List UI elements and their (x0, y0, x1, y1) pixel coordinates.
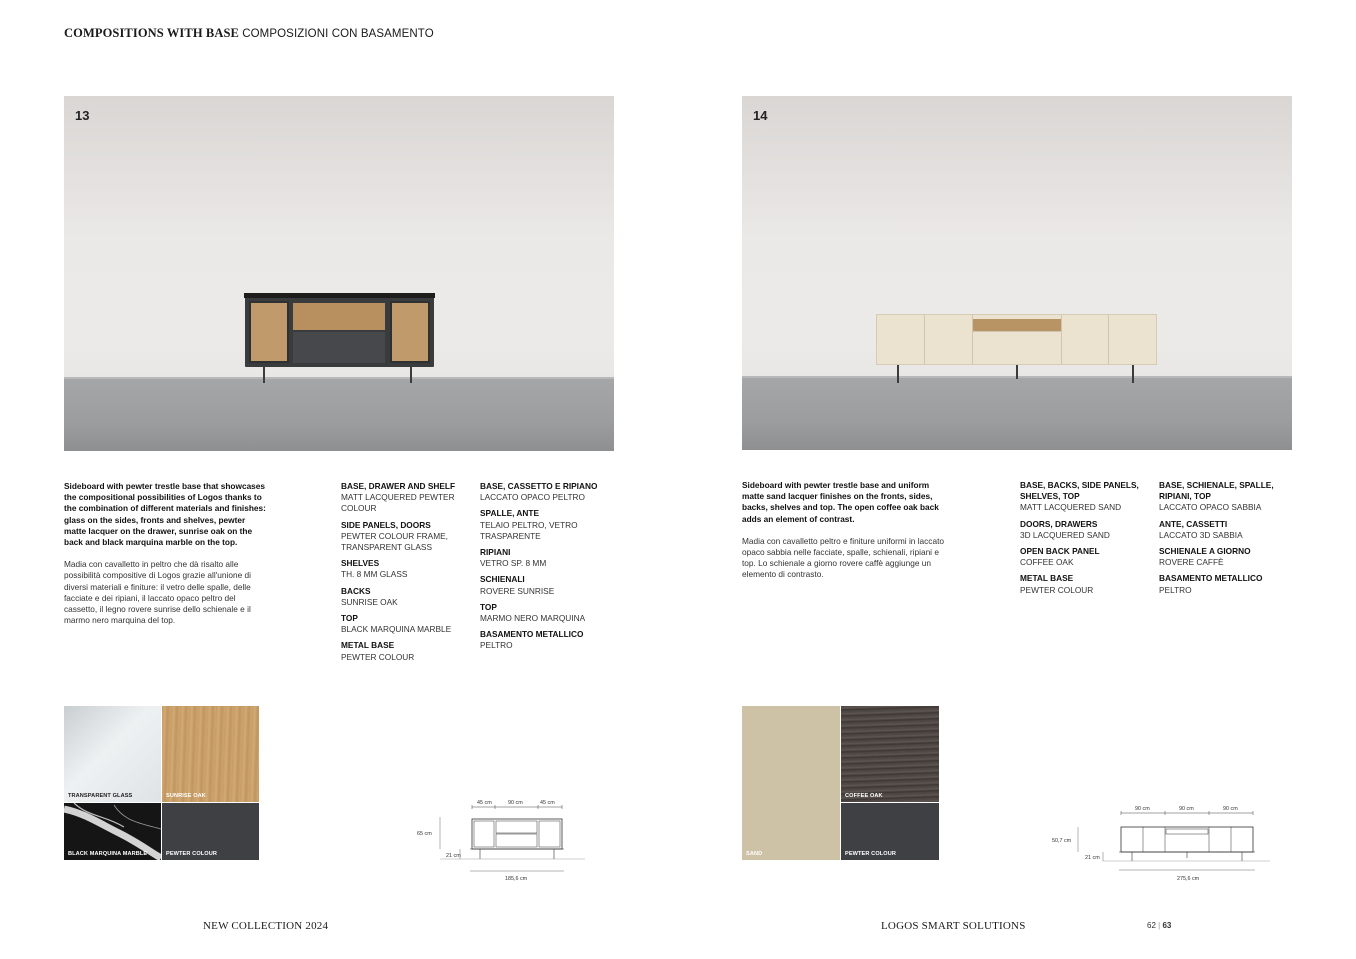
dim-base-height: 21 cm (1085, 855, 1100, 861)
page-current: 63 (1162, 921, 1172, 930)
open-shelf (293, 303, 385, 330)
footer-brand: LOGOS SMART SOLUTIONS (881, 920, 1026, 932)
door-panel (1061, 315, 1109, 364)
dim-width-2: 90 cm (508, 800, 523, 806)
page-header (64, 26, 434, 41)
composition-number: 13 (75, 108, 90, 123)
swatch-label: TRANSPARENT GLASS (68, 793, 133, 799)
composition-number: 14 (753, 108, 768, 123)
spec-label: BASAMENTO METALLICO (1159, 573, 1263, 584)
description-en: Sideboard with pewter trestle base and uniform matte sand lacquer finishes on the fronts, sides, backs, shelves and top. The open coffee oak back adds an element of contrast. (742, 480, 939, 524)
spec-value: TH. 8 MM GLASS (341, 569, 408, 580)
dim-width-1: 45 cm (477, 800, 492, 806)
spec-value: 3D LACQUERED SAND (1020, 529, 1110, 540)
spec-label: OPEN BACK PANEL (1020, 546, 1100, 557)
spec-label: METAL BASE (1020, 573, 1074, 584)
spec-value: PELTRO (1159, 584, 1192, 595)
description-13 (64, 481, 269, 626)
swatch-label: PEWTER COLOUR (166, 851, 218, 857)
spec-value: ROVERE CAFFÈ (1159, 557, 1224, 568)
spec-item (1020, 546, 1145, 568)
spec-item (341, 520, 466, 554)
spec-label: RIPIANI (480, 547, 511, 558)
spec-item (480, 508, 605, 542)
door-panel (925, 315, 973, 364)
spec-value: LACCATO OPACO SABBIA (1159, 502, 1262, 513)
sideboard-14 (876, 314, 1157, 365)
base-leg (263, 367, 265, 383)
spec-item (341, 640, 466, 662)
spec-value: PELTRO (480, 640, 513, 651)
spec-item (341, 558, 466, 580)
spec-item (480, 602, 605, 624)
spec-item (480, 629, 605, 651)
spec-value: BLACK MARQUINA MARBLE (341, 624, 452, 635)
header-subtitle: COMPOSIZIONI CON BASAMENTO (242, 28, 434, 40)
swatch-coffee-oak (841, 706, 939, 802)
spec-item (341, 613, 466, 635)
header-title: COMPOSITIONS WITH BASE (64, 26, 239, 40)
spec-value: SUNRISE OAK (341, 596, 398, 607)
spec-item (1159, 573, 1284, 595)
spec-label: ANTE, CASSETTI (1159, 518, 1228, 529)
glass-door-right (390, 301, 430, 363)
footer-collection: NEW COLLECTION 2024 (203, 920, 329, 932)
spec-label: DOORS, DRAWERS (1020, 518, 1098, 529)
base-leg (897, 365, 899, 383)
spec-label: BASE, SCHIENALE, SPALLE, RIPIANI, TOP (1159, 480, 1274, 502)
spec-item (480, 481, 605, 503)
photo-floor (64, 379, 614, 451)
photo-floor (742, 378, 1292, 450)
spec-label: BACKS (341, 585, 371, 596)
spec-item (1159, 519, 1284, 541)
swatch-label: SAND (746, 851, 763, 857)
swatch-label: SUNRISE OAK (166, 793, 206, 799)
spec-item (480, 547, 605, 569)
spec-label: SIDE PANELS, DOORS (341, 519, 431, 530)
dim-total-width: 275,6 cm (1177, 876, 1200, 882)
spec-item (341, 481, 466, 515)
drawer-front (973, 331, 1061, 364)
swatch-transparent-glass (64, 706, 161, 802)
spec-value: PEWTER COLOUR (1020, 584, 1094, 595)
spec-item (1020, 573, 1145, 595)
spec-label: SHELVES (341, 558, 380, 569)
glass-door-left (249, 301, 289, 363)
base-leg (410, 367, 412, 383)
product-photo-13 (64, 96, 614, 451)
dim-total-width: 185,6 cm (505, 876, 528, 882)
swatch-black-marquina-marble (64, 803, 161, 860)
page-number (1147, 921, 1171, 930)
base-leg (1132, 365, 1134, 383)
base-leg (1016, 365, 1018, 379)
spec-value: PEWTER COLOUR FRAME, TRANSPARENT GLASS (341, 530, 448, 553)
specs-it-13 (480, 481, 605, 657)
spec-value: LACCATO OPACO PELTRO (480, 492, 585, 503)
spec-value: PEWTER COLOUR (341, 651, 415, 662)
description-it: Madia con cavalletto peltro e finiture uniformi in laccato opaco sabbia nelle facciate, spalle, schienali, ripiani e top. Lo schienale a giorno rovere caffè aggiunge un elemento di contrasto. (742, 535, 944, 580)
swatch-label: BLACK MARQUINA MARBLE (68, 851, 148, 857)
spec-value: MATT LACQUERED SAND (1020, 502, 1122, 513)
spec-value: LACCATO 3D SABBIA (1159, 529, 1243, 540)
technical-drawing-13 (410, 795, 595, 885)
spec-label: SCHIENALI (480, 574, 525, 585)
dim-width-1: 90 cm (1135, 806, 1150, 812)
spec-label: METAL BASE (341, 640, 395, 651)
description-it: Madia con cavalletto in peltro che dà risalto alle possibilità compositive di Logos grazie all'unione di diversi materiali e finiture: il vetro delle spalle, delle facciate e dei ripiani, il laccato opaco peltro del cassetto, il legno rovere sunrise dello schienale e il marmo nero marquina del top. (64, 559, 251, 626)
spec-label: BASE, CASSETTO E RIPIANO (480, 481, 598, 491)
swatch-pewter-colour (162, 803, 259, 860)
swatch-label: PEWTER COLOUR (845, 851, 897, 857)
open-back-coffee-oak (973, 319, 1061, 331)
description-en: Sideboard with pewter trestle base that showcases the compositional possibilities of Logos thanks to the combination of different materials and finishes: glass on the sides, fronts and shelves, pewter matte lacquer on the drawer, sunrise oak on the back and black marquina marble on the top. (64, 481, 266, 548)
sideboard-13 (245, 297, 434, 367)
spec-value: MATT LACQUERED PEWTER COLOUR (341, 492, 455, 514)
spec-label: BASE, BACKS, SIDE PANELS, SHELVES, TOP (1020, 480, 1139, 502)
photo-wall-base (64, 377, 614, 379)
dim-width-3: 45 cm (540, 800, 555, 806)
spec-item (1020, 519, 1145, 541)
door-panel (877, 315, 925, 364)
spec-item (480, 574, 605, 596)
spec-item (1020, 480, 1145, 514)
dim-base-height: 21 cm (446, 853, 461, 859)
marble-top (244, 293, 435, 298)
spec-value: MARMO NERO MARQUINA (480, 613, 586, 624)
description-14 (742, 480, 947, 581)
drawer-front (293, 332, 385, 363)
swatch-sand (742, 706, 840, 860)
spec-label: BASAMENTO METALLICO (480, 629, 584, 640)
specs-it-14 (1159, 480, 1284, 601)
spec-label: SPALLE, ANTE (480, 508, 540, 519)
dim-width-2: 90 cm (1179, 806, 1194, 812)
dim-height: 50,7 cm (1052, 838, 1072, 844)
swatch-label: COFFEE OAK (845, 793, 883, 799)
spec-value: VETRO SP. 8 MM (480, 558, 547, 569)
spec-label: BASE, DRAWER AND SHELF (341, 481, 456, 491)
spec-label: SCHIENALE A GIORNO (1159, 546, 1251, 557)
spec-item (1159, 480, 1284, 514)
spec-value: ROVERE SUNRISE (480, 585, 555, 596)
spec-label: TOP (341, 613, 358, 624)
spec-item (341, 586, 466, 608)
spec-label: TOP (480, 601, 497, 612)
page-separator: | (1158, 921, 1161, 930)
spec-value: COFFEE OAK (1020, 557, 1074, 568)
specs-en-14 (1020, 480, 1145, 601)
swatch-pewter-colour (841, 803, 939, 860)
swatch-sunrise-oak (162, 706, 259, 802)
technical-drawing-14 (1048, 800, 1273, 890)
page-prev: 62 (1147, 921, 1156, 930)
product-photo-14 (742, 96, 1292, 450)
specs-en-13 (341, 481, 466, 668)
dim-width-3: 90 cm (1223, 806, 1238, 812)
spec-item (1159, 546, 1284, 568)
dim-height: 65 cm (417, 831, 432, 837)
spec-value: TELAIO PELTRO, VETRO TRASPARENTE (480, 519, 578, 541)
